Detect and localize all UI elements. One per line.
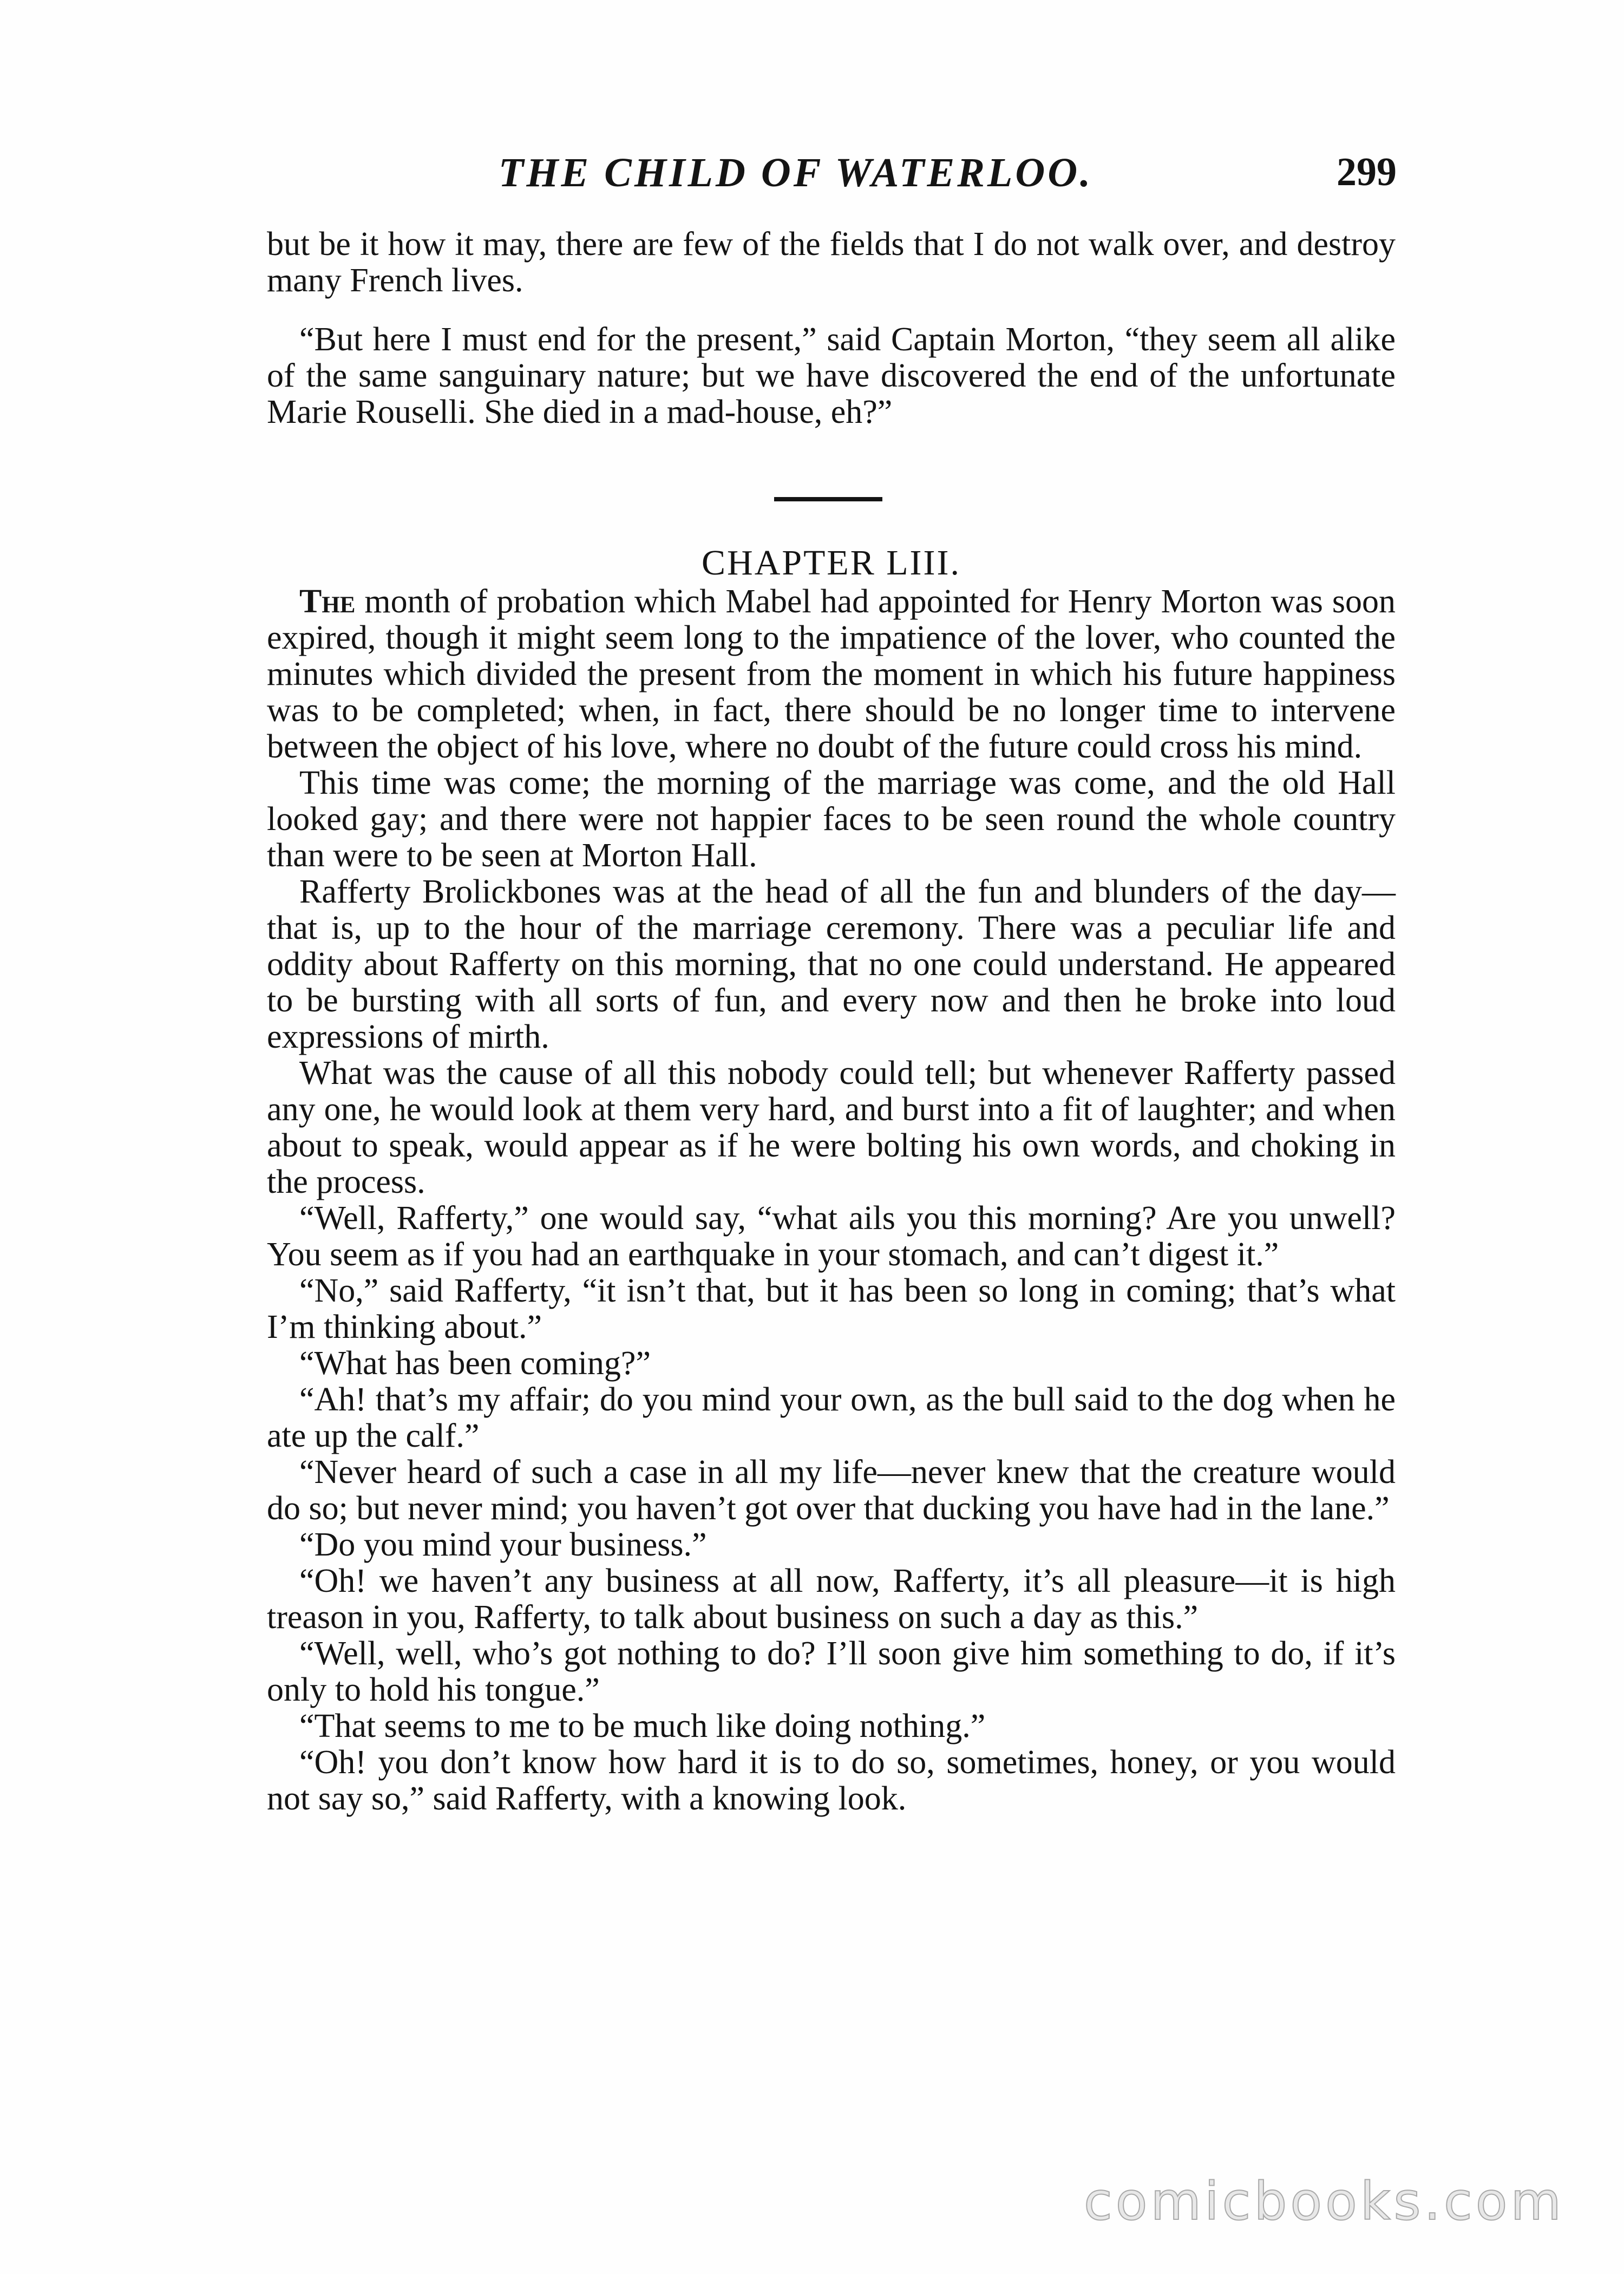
chapter-heading: CHAPTER LIII. xyxy=(702,543,961,583)
paragraph-text: month of probation which Mabel had appointed for Henry Morton was soon expired, though it might seem long to the impatience of the lover, who counted the minutes which divided the present from the moment in which his future happiness was to be completed; when, in fact, there should be no longer time to intervene between the object of his love, where no doubt of the future could cross his mind. xyxy=(267,583,1396,765)
previous-chapter-ending xyxy=(267,226,1396,430)
paragraph: “What has been coming?” xyxy=(299,1345,651,1382)
page-number: 299 xyxy=(1337,150,1397,194)
paragraph: “Well, Rafferty,” one would say, “what ails you this morning? Are you unwell? You seem as if you had an earthquake in your stomach, and can’t digest it.” xyxy=(267,1200,1396,1273)
paragraph: “Well, well, who’s got nothing to do? I’ll soon give him something to do, if it’s only to hold his tongue.” xyxy=(267,1635,1396,1708)
opening-word: The xyxy=(299,583,356,620)
paragraph: but be it how it may, there are few of the fields that I do not walk over, and destroy many French lives. xyxy=(267,226,1396,299)
site-watermark: comicbooks.com xyxy=(1083,2171,1564,2232)
paragraph: Rafferty Brolickbones was at the head of all the fun and blunders of the day—that is, up to the hour of the marriage ceremony. There was a peculiar life and oddity about Rafferty on this morning, that no one could understand. He appeared to be bursting with all sorts of fun, and every now and then he broke into loud expressions of mirth. xyxy=(267,873,1396,1055)
paragraph: “Ah! that’s my affair; do you mind your own, as the bull said to the dog when he ate up the calf.” xyxy=(267,1381,1396,1454)
paragraph: “That seems to me to be much like doing nothing.” xyxy=(299,1708,986,1744)
paragraph xyxy=(267,584,1396,765)
paragraph: “Oh! you don’t know how hard it is to do so, sometimes, honey, or you would not say so,” said Rafferty, with a knowing look. xyxy=(267,1744,1396,1817)
page-header xyxy=(265,145,1397,205)
paragraph: “Oh! we haven’t any business at all now, Rafferty, it’s all pleasure—it is high treason in you, Rafferty, to talk about business on such a day as this.” xyxy=(267,1563,1396,1636)
running-title: THE CHILD OF WATERLOO. xyxy=(498,150,1093,195)
paragraph: “No,” said Rafferty, “it isn’t that, but it has been so long in coming; that’s what I’m thinking about.” xyxy=(267,1272,1396,1345)
section-divider xyxy=(774,497,882,501)
paragraph: “But here I must end for the present,” said Captain Morton, “they seem all alike of the same sanguinary nature; but we have discovered the end of the unfortunate Marie Rouselli. She died in a mad-house, eh?” xyxy=(267,321,1396,430)
paragraph: “Do you mind your business.” xyxy=(299,1526,707,1563)
paragraph: What was the cause of all this nobody could tell; but whenever Rafferty passed any one, he would look at them very hard, and burst into a fit of laughter; and when about to speak, would appear as if he were bolting his own words, and choking in the process. xyxy=(267,1055,1396,1200)
paragraph: “Never heard of such a case in all my life—never knew that the creature would do so; but never mind; you haven’t got over that ducking you have had in the lane.” xyxy=(267,1454,1396,1527)
chapter-body xyxy=(267,584,1396,1817)
paragraph: This time was come; the morning of the marriage was come, and the old Hall looked gay; and there were not happier faces to be seen round the whole country than were to be seen at Morton Hall. xyxy=(267,764,1396,874)
